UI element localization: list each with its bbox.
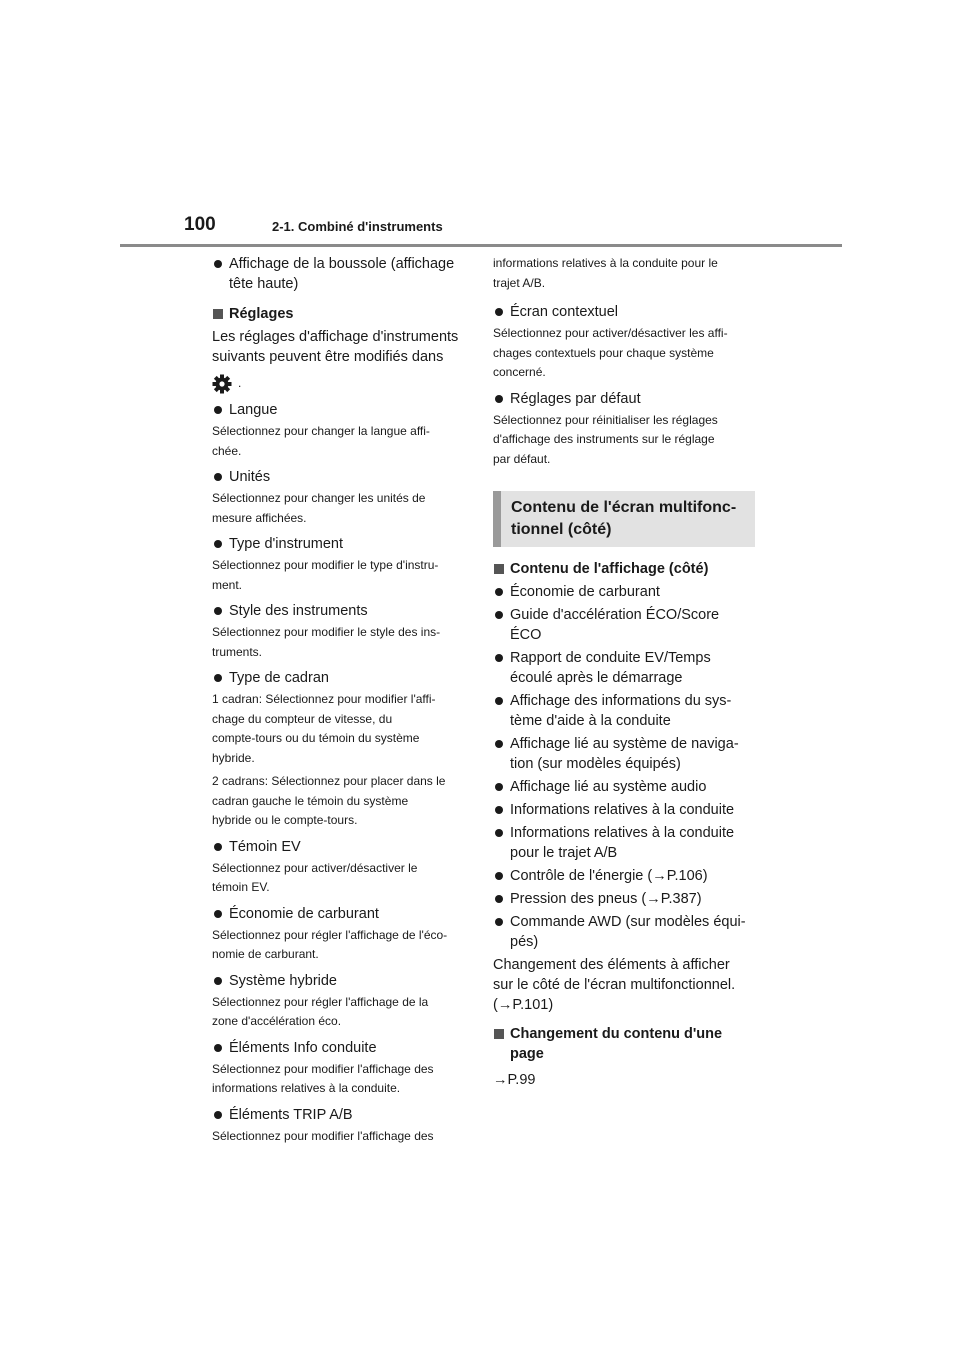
compass-item: [212, 254, 474, 294]
item-desc: Sélectionnez pour régler l'affichage de l'éco- nomie de carburant.: [212, 927, 448, 961]
list-item: [493, 302, 755, 322]
section-box: [493, 491, 755, 547]
item-label: Système hybride: [229, 972, 337, 989]
list-item: Économie de carburant: [493, 582, 755, 602]
list-item: [212, 837, 474, 857]
change-text: Changement des éléments à afficher sur le côté de l'écran multifonctionnel. (→P.101): [493, 957, 736, 1013]
header-rule: [120, 244, 842, 247]
item-desc: 1 cadran: Sélectionnez pour modifier l'affi- chage du compteur de vitesse, du compte-tours ou du témoin du système hybride.: [212, 692, 436, 765]
bullet-dot: [495, 697, 503, 705]
bullet-dot: [495, 918, 503, 926]
list-item: Guide d'accélération ÉCO/Score ÉCO: [493, 605, 755, 645]
item-label: Éléments TRIP A/B: [229, 1106, 353, 1123]
list-item: Commande AWD (sur modèles équi- pés): [493, 912, 755, 952]
square-bullet: [494, 564, 504, 574]
item-label: Économie de carburant: [229, 905, 379, 922]
right-column: [493, 254, 755, 1090]
gear-icon: [212, 374, 232, 394]
bullet-dot: [214, 843, 222, 851]
item-desc: Sélectionnez pour régler l'affichage de la zone d'accélération éco.: [212, 994, 429, 1028]
section-title: 2-1. Combiné d'instruments: [272, 219, 443, 234]
list-item: [212, 1038, 474, 1058]
content-heading-text: Contenu de l'affichage (côté): [510, 561, 709, 577]
page-change-ref: →P.99: [493, 1072, 536, 1088]
item-label: Réglages par défaut: [510, 390, 641, 407]
bullet-dot: [495, 806, 503, 814]
bullet-dot: [495, 740, 503, 748]
list-item: Rapport de conduite EV/Temps écoulé après le démarrage: [493, 648, 755, 688]
list-item: [212, 904, 474, 924]
list-item: [493, 389, 755, 409]
bullet-dot: [214, 910, 222, 918]
bullet-dot: [495, 611, 503, 619]
bullet-dot: [495, 829, 503, 837]
item-label: Écran contextuel: [510, 304, 619, 320]
bullet-dot: [214, 406, 222, 414]
compass-label: Affichage de la boussole (affichage tête haute): [229, 256, 455, 292]
bullet-dot: [495, 588, 503, 596]
bullet-dot: [214, 607, 222, 615]
bullet-dot: [214, 1044, 222, 1052]
list-item: Contrôle de l'énergie (→P.106): [493, 866, 755, 886]
item-desc: Sélectionnez pour modifier l'affichage des informations relatives à la conduite.: [212, 1061, 434, 1095]
list-item: [212, 668, 474, 688]
bullet-dot: [495, 895, 503, 903]
item-label: Style des instruments: [229, 603, 368, 619]
list-item: Informations relatives à la conduite: [493, 800, 755, 820]
item-desc: Sélectionnez pour changer les unités de mesure affichées.: [212, 491, 426, 525]
item-label: Témoin EV: [229, 838, 301, 855]
bullet-dot: [214, 1111, 222, 1119]
item-desc: Sélectionnez pour activer/désactiver les affi- chages contextuels pour chaque système concerné.: [493, 326, 728, 379]
item-label: Type de cadran: [229, 670, 329, 686]
bullet-dot: [214, 674, 222, 682]
section-box-title: Contenu de l'écran multifonc- tionnel (côté): [511, 499, 737, 538]
item-desc: Sélectionnez pour modifier le type d'instru- ment.: [212, 558, 439, 592]
bullet-dot: [495, 308, 503, 316]
list-item: [212, 601, 474, 621]
list-item: Affichage des informations du sys- tème d'aide à la conduite: [493, 691, 755, 731]
settings-intro: Les réglages d'affichage d'instruments suivants peuvent être modifiés dans: [212, 329, 459, 365]
square-bullet: [213, 309, 223, 319]
settings-heading: [212, 304, 474, 324]
settings-intro-end: .: [238, 376, 242, 391]
item-desc: Sélectionnez pour modifier l'affichage des: [212, 1128, 434, 1143]
list-item: [212, 534, 474, 554]
list-item: Affichage lié au système audio: [493, 777, 755, 797]
bullet-dot: [495, 395, 503, 403]
square-bullet: [494, 1029, 504, 1039]
list-item: [212, 1105, 474, 1125]
item-desc: Sélectionnez pour modifier le style des ins- truments.: [212, 625, 441, 659]
settings-heading-text: Réglages: [229, 306, 294, 322]
item-label: Éléments Info conduite: [229, 1039, 377, 1056]
list-item: Informations relatives à la conduite pour le trajet A/B: [493, 823, 755, 863]
bullet-dot: [495, 654, 503, 662]
content-heading: [493, 559, 755, 579]
list-item: [212, 971, 474, 991]
list-item: Pression des pneus (→P.387): [493, 889, 755, 909]
bullet-dot: [214, 260, 222, 268]
page-number: 100: [184, 214, 216, 235]
item-label: Type d'instrument: [229, 536, 343, 552]
trip-desc-continued: informations relatives à la conduite pour le trajet A/B.: [493, 256, 718, 290]
item-label: Unités: [229, 469, 271, 485]
bullet-dot: [214, 540, 222, 548]
item-desc: Sélectionnez pour changer la langue affi- chée.: [212, 424, 430, 458]
bullet-dot: [495, 783, 503, 791]
page-change-heading: Changement du contenu d'une page: [493, 1024, 755, 1064]
list-item: [212, 467, 474, 487]
list-item: Affichage lié au système de naviga- tion (sur modèles équipés): [493, 734, 755, 774]
item-desc: 2 cadrans: Sélectionnez pour placer dans le cadran gauche le témoin du système hybride ou le compte-tours.: [212, 774, 446, 827]
bullet-dot: [214, 473, 222, 481]
bullet-dot: [214, 977, 222, 985]
item-label: Langue: [229, 402, 278, 418]
item-desc: Sélectionnez pour réinitialiser les réglages d'affichage des instruments sur le réglage par défaut.: [493, 412, 718, 466]
list-item: [212, 400, 474, 420]
left-column: [212, 254, 474, 1146]
item-desc: Sélectionnez pour activer/désactiver le témoin EV.: [212, 860, 418, 894]
settings-icon-line: [212, 371, 474, 397]
bullet-dot: [495, 872, 503, 880]
